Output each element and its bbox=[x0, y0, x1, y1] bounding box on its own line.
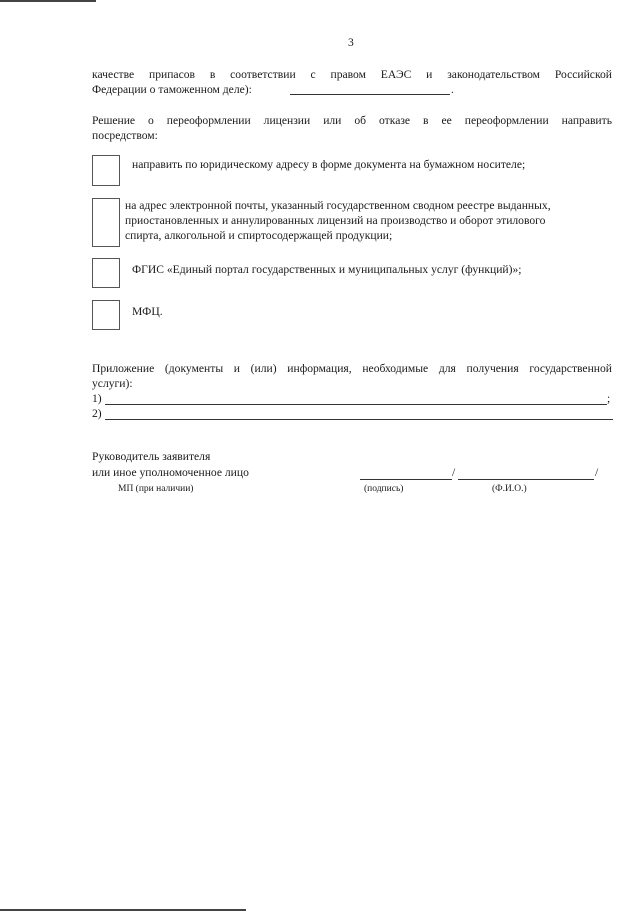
signature-slash-2: / bbox=[595, 466, 599, 479]
attachment-item-1-end: ; bbox=[607, 392, 611, 405]
checkbox-legal-address[interactable] bbox=[92, 155, 120, 186]
scan-edge-mark-top bbox=[0, 0, 96, 2]
attachment-item-2-number: 2) bbox=[92, 407, 102, 420]
stamp-note: МП (при наличии) bbox=[118, 484, 194, 494]
signature-field[interactable] bbox=[360, 479, 452, 480]
signature-caption: (подпись) bbox=[364, 484, 404, 494]
full-name-caption: (Ф.И.О.) bbox=[492, 484, 527, 494]
customs-field[interactable] bbox=[290, 94, 450, 95]
option-mfc-label: МФЦ. bbox=[132, 305, 163, 318]
option-gosuslugi-label: ФГИС «Единый портал государственных и муниципальных услуг (функций)»; bbox=[132, 263, 522, 276]
option-email-label-line-1: на адрес электронной почты, указанный государственном сводном реестре выданных, bbox=[125, 199, 551, 212]
intro-line-2-end: . bbox=[451, 83, 454, 96]
intro-line-2: Федерации о таможенном деле): bbox=[92, 83, 252, 96]
signature-title-line-2: или иное уполномоченное лицо bbox=[92, 466, 249, 479]
option-legal-address-label: направить по юридическому адресу в форме документа на бумажном носителе; bbox=[132, 158, 526, 171]
full-name-field[interactable] bbox=[458, 479, 594, 480]
checkbox-mfc[interactable] bbox=[92, 300, 120, 330]
decision-line-2: посредством: bbox=[92, 129, 158, 142]
signature-title-line-1: Руководитель заявителя bbox=[92, 450, 211, 463]
checkbox-gosuslugi[interactable] bbox=[92, 258, 120, 288]
page-number: 3 bbox=[348, 36, 354, 49]
option-email-label-line-2: приостановленных и аннулированных лицензий на производство и оборот этилового bbox=[125, 214, 546, 227]
scan-edge-mark-bottom bbox=[0, 909, 246, 911]
decision-line-1: Решение о переоформлении лицензии или об отказе в ее переоформлении направить bbox=[92, 114, 612, 127]
attachment-item-1-number: 1) bbox=[92, 392, 102, 405]
option-email-label-line-3: спирта, алкогольной и спиртосодержащей продукции; bbox=[125, 229, 393, 242]
signature-slash-1: / bbox=[452, 466, 456, 479]
intro-line-1: качестве припасов в соответствии с правом ЕАЭС и законодательством Российской bbox=[92, 68, 612, 81]
checkbox-email[interactable] bbox=[92, 198, 120, 247]
attachments-line-1: Приложение (документы и (или) информация, необходимые для получения государственной bbox=[92, 362, 612, 375]
attachments-line-2: услуги): bbox=[92, 377, 133, 390]
attachment-item-1-field[interactable] bbox=[105, 404, 607, 405]
attachment-item-2-field[interactable] bbox=[105, 419, 613, 420]
